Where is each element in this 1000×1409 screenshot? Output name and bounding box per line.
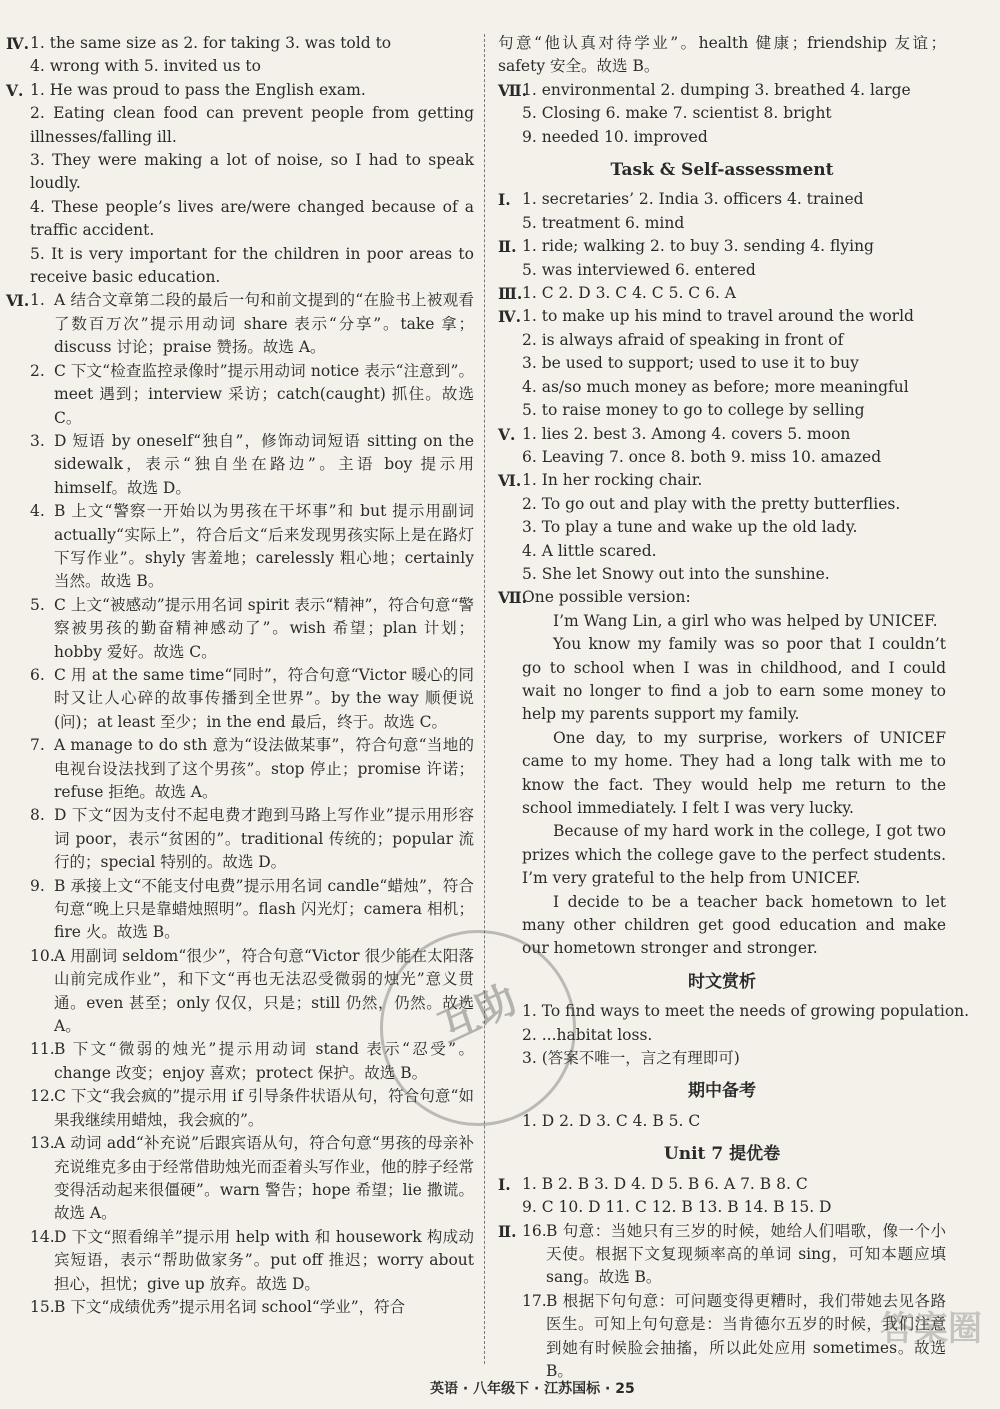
section-7 <box>498 79 946 149</box>
exam-answers <box>498 1110 946 1133</box>
answer-line: 1. D 2. D 3. C 4. B 5. C <box>522 1111 701 1130</box>
answer-line: 2. ...habitat loss. <box>522 1025 653 1044</box>
answer-line: 5. to raise money to go to college by selling <box>522 401 865 420</box>
answer-item: 3. They were making a lot of noise, so I had to speak loudly. <box>30 151 474 193</box>
answer-line: 6. Leaving 7. once 8. both 9. miss 10. amazed <box>522 447 882 466</box>
answer-line: 3. (答案不唯一，言之有理即可) <box>522 1049 740 1068</box>
item-text: C 下文“检查监控录像时”提示用动词 notice 表示“注意到”。meet 遇到；interview 采访；catch(caught) 抓住。故选 C。 <box>54 361 474 427</box>
answer-line: 4. as/so much money as before; more meaningful <box>522 377 909 396</box>
answer-line: 5. She let Snowy out into the sunshine. <box>522 564 830 583</box>
essay-heading: One possible version: <box>522 588 691 607</box>
section-number: Ⅳ. <box>6 34 29 53</box>
answer-line: 3. be used to support; used to use it to buy <box>522 354 859 373</box>
stamp-text: 互助 <box>431 976 524 1052</box>
task-section-5 <box>498 423 946 470</box>
explained-answer <box>30 1296 474 1319</box>
item-text: D 下文“照看绵羊”提示用 help with 和 housework 构成动宾短语，表示“帮助做家务”。put off 推迟；worry about 担心，担忧；give up 放弃。故选 D。 <box>54 1227 474 1293</box>
task-section-6 <box>498 469 946 586</box>
essay-paragraph: Because of my hard work in the college, I got two prizes which the college gave to the perfect students. I’m very grateful to the help from UNICEF. <box>522 822 946 888</box>
section-5 <box>6 79 474 290</box>
answer-line: 1. B 2. B 3. D 4. D 5. B 6. A 7. B 8. C <box>522 1174 808 1193</box>
item-number: 6. <box>30 665 45 684</box>
item-text: B 下文“微弱的烛光”提示用动词 stand 表示“忍受”。change 改变；enjoy 喜欢；protect 保护。故选 B。 <box>54 1040 474 1082</box>
item-number: 12. <box>30 1087 55 1106</box>
explained-answer <box>30 875 474 945</box>
item-number: 1. <box>30 291 45 310</box>
explained-answer <box>30 804 474 874</box>
item-number: 11. <box>30 1040 55 1059</box>
answer-line: 3. To play a tune and wake up the old lady. <box>522 518 858 537</box>
item-number: 17. <box>522 1291 547 1310</box>
explained-answer <box>30 360 474 430</box>
explained-answer <box>30 500 474 594</box>
section-number: Ⅶ. <box>498 80 528 100</box>
answer-line: 1. environmental 2. dumping 3. breathed 4. large <box>522 80 911 99</box>
answer-item: 2. Eating clean food can prevent people from getting illnesses/falling ill. <box>30 104 474 146</box>
task-section-4 <box>498 305 946 422</box>
answer-line: 1. C 2. D 3. C 4. C 5. C 6. A <box>522 284 736 303</box>
section-number: Ⅳ. <box>498 307 521 327</box>
item-number: 13. <box>30 1134 55 1153</box>
section-heading-exam: 期中备考 <box>688 1081 756 1102</box>
explained-answer <box>30 664 474 734</box>
answer-item: 4. These people’s lives are/were changed because of a traffic accident. <box>30 197 474 240</box>
item-number: 7. <box>30 736 45 755</box>
answer-line: 5. treatment 6. mind <box>522 213 685 232</box>
explained-answer <box>30 734 474 804</box>
item-text: B 上文“警察一开始以为男孩在干坏事”和 but 提示用副词 actually“实际上”，符合后文“后来发现男孩实际上是在路灯下写作业”。shyly 害羞地；carelessly 粗心地；certainly 当然。故选 B。 <box>54 502 474 591</box>
section-number: Ⅵ. <box>498 471 522 491</box>
explained-answer <box>30 1226 474 1296</box>
explained-answer <box>30 594 474 664</box>
stamp-seal <box>380 930 576 1126</box>
item-text: D 短语 by oneself“独自”，修饰动词短语 sitting on the sidewalk，表示“独自坐在路边”。主语 boy 提示用 himself。故选 D。 <box>54 431 474 497</box>
unit-section-1 <box>498 1173 946 1220</box>
explained-answer <box>30 289 474 359</box>
item-number: 16. <box>522 1221 547 1240</box>
essay-paragraph: I decide to be a teacher back hometown to let many other children get good education and make our hometown stronger and stronger. <box>522 892 946 958</box>
section-number: Ⅴ. <box>498 424 516 444</box>
answer-item: 1. He was proud to pass the English exam. <box>30 80 366 99</box>
item-text: A 结合文章第二段的最后一句和前文提到的“在脸书上被观看了数百万次”提示用动词 share 表示“分享”。take 拿；discuss 讨论；praise 赞扬。故选 A。 <box>54 291 474 357</box>
explained-answer <box>30 430 474 500</box>
item-text: B 承接上文“不能支付电费”提示用名词 candle“蜡烛”，符合句意“晚上只是靠蜡烛照明”。flash 闪光灯；camera 相机；fire 火。故选 B。 <box>54 876 474 942</box>
answer-line: 1. To find ways to meet the needs of growing population. <box>522 1002 970 1021</box>
section-number: Ⅵ. <box>6 291 30 311</box>
answer-line: 2. To go out and play with the pretty butterflies. <box>522 494 901 513</box>
item-text: B 下文“成绩优秀”提示用名词 school“学业”，符合 <box>54 1297 406 1316</box>
answer-line: 4. wrong with 5. invited us to <box>30 57 261 76</box>
section-4 <box>6 32 474 79</box>
item-number: 10. <box>30 946 55 965</box>
item-text: A 用副词 seldom“很少”，符合句意“Victor 很少能在太阳落山前完成作业”，和下文“再也无法忍受微弱的烛光”意义贯通。even 甚至；only 仅仅，只是；still 仍然，仍然。故选 A。 <box>54 946 474 1036</box>
essay-paragraph: You know my family was so poor that I couldn’t go to school when I was in childhood, and I could wait no longer to find a job to earn some money to help my parents support my family. <box>522 635 946 724</box>
column-divider <box>484 34 485 1364</box>
item-number: 15. <box>30 1297 55 1316</box>
unit-section-2 <box>498 1220 946 1384</box>
section-number: Ⅱ. <box>498 237 517 257</box>
answer-line: 5. was interviewed 6. entered <box>522 260 756 279</box>
item-number: 9. <box>30 876 45 895</box>
item-text: B 句意：当她只有三岁的时候，她给人们唱歌，像一个小天使。根据下文复现频率高的单词 sing，可知本题应填 sang。故选 B。 <box>546 1221 946 1287</box>
item-text: C 下文“我会疯的”提示用 if 引导条件状语从句，符合句意“如果我继续用蜡烛，我会疯的”。 <box>54 1087 474 1129</box>
answer-line: 9. needed 10. improved <box>522 127 708 146</box>
answer-line: 1. lies 2. best 3. Among 4. covers 5. moon <box>522 424 851 443</box>
explained-answer <box>30 1132 474 1226</box>
answer-line: 1. ride; walking 2. to buy 3. sending 4. flying <box>522 237 874 256</box>
left-column <box>6 32 474 1319</box>
page-footer: 英语 · 八年级下 · 江苏国标 · 25 <box>430 1381 635 1397</box>
task-section-2 <box>498 235 946 282</box>
answer-line: 1. to make up his mind to travel around the world <box>522 307 914 326</box>
item-number: 3. <box>30 431 45 450</box>
answer-item: 5. It is very important for the children in poor areas to receive basic education. <box>30 244 474 287</box>
item-text: A manage to do sth 意为“设法做某事”，符合句意“当地的电视台设法找到了这个男孩”。stop 停止；promise 许诺；refuse 拒绝。故选 A。 <box>54 736 474 801</box>
item-text: C 上文“被感动”提示用名词 spirit 表示“精神”，符合句意“警察被男孩的勤奋精神感动了”。wish 希望；plan 计划；hobby 爱好。故选 C。 <box>54 595 474 661</box>
item-text: D 下文“因为支付不起电费才跑到马路上写作业”提示用形容词 poor，表示“贫困的”。traditional 传统的；popular 流行的；special 特别的。故选 D。 <box>54 806 474 872</box>
item-number: 14. <box>30 1227 55 1246</box>
item-text: B 根据下句句意：可问题变得更糟时，我们带她去见各路医生。可知上句句意是：当肯德尔五岁的时候，我们注意到她有时候脸会抽搐，所以此处应用 sometimes。故选 B。 <box>546 1291 946 1380</box>
answer-line: 1. secretaries’ 2. India 3. officers 4. trained <box>522 190 864 209</box>
item-text: C 用 at the same time“同时”，符合句意“Victor 暖心的同时又让人心碎的故事传播到全世界”。by the way 顺便说(问)；at least 至少；in the end 最后，终于。故选 C。 <box>54 665 474 731</box>
answer-line: 2. is always afraid of speaking in front of <box>522 330 844 349</box>
section-heading-unit7: Unit 7 提优卷 <box>663 1144 781 1165</box>
right-column <box>498 32 970 1383</box>
section-heading-reading: 时文赏析 <box>688 971 756 992</box>
continued-text: 句意“他认真对待学业”。health 健康；friendship 友谊；safety 安全。故选 B。 <box>498 34 946 76</box>
item-number: 8. <box>30 806 45 825</box>
section-number: Ⅴ. <box>6 80 24 100</box>
section-heading-task: Task & Self-assessment <box>610 160 834 181</box>
task-section-7 <box>498 586 946 961</box>
answer-line: 9. C 10. D 11. C 12. B 13. B 14. B 15. D <box>522 1198 832 1217</box>
item-number: 5. <box>30 595 45 614</box>
answer-line: 4. A little scared. <box>522 541 657 560</box>
answer-line: 5. Closing 6. make 7. scientist 8. bright <box>522 104 832 123</box>
section-number: Ⅶ. <box>498 588 528 608</box>
item-number: 2. <box>30 361 45 380</box>
item-text: A 动词 add“补充说”后跟宾语从句，符合句意“男孩的母亲补充说维克多由于经常借助烛光而歪着头写作业，他的脖子经常变得活动起来很僵硬”。warn 警告；hope 希望；lie 撒谎。故选 A。 <box>54 1134 474 1223</box>
task-section-3 <box>498 282 946 305</box>
section-6 <box>6 289 474 1319</box>
answer-line: 1. In her rocking chair. <box>522 471 703 490</box>
section-number: Ⅲ. <box>498 284 523 304</box>
essay-paragraph: One day, to my surprise, workers of UNICEF came to my home. They had a long talk with me to know the fact. They would help me return to the school immediately. I felt I was very lucky. <box>522 728 946 817</box>
item-number: 4. <box>30 502 45 521</box>
answer-line: 1. the same size as 2. for taking 3. was told to <box>30 34 392 52</box>
essay-paragraph: I’m Wang Lin, a girl who was helped by UNICEF. <box>553 611 938 630</box>
task-section-1 <box>498 188 946 235</box>
explained-answer <box>522 1220 946 1290</box>
section-number: Ⅰ. <box>498 1174 511 1194</box>
section-number: Ⅱ. <box>498 1221 517 1241</box>
watermark-logo: 答案圈 <box>880 1309 982 1349</box>
section-number: Ⅰ. <box>498 190 511 210</box>
